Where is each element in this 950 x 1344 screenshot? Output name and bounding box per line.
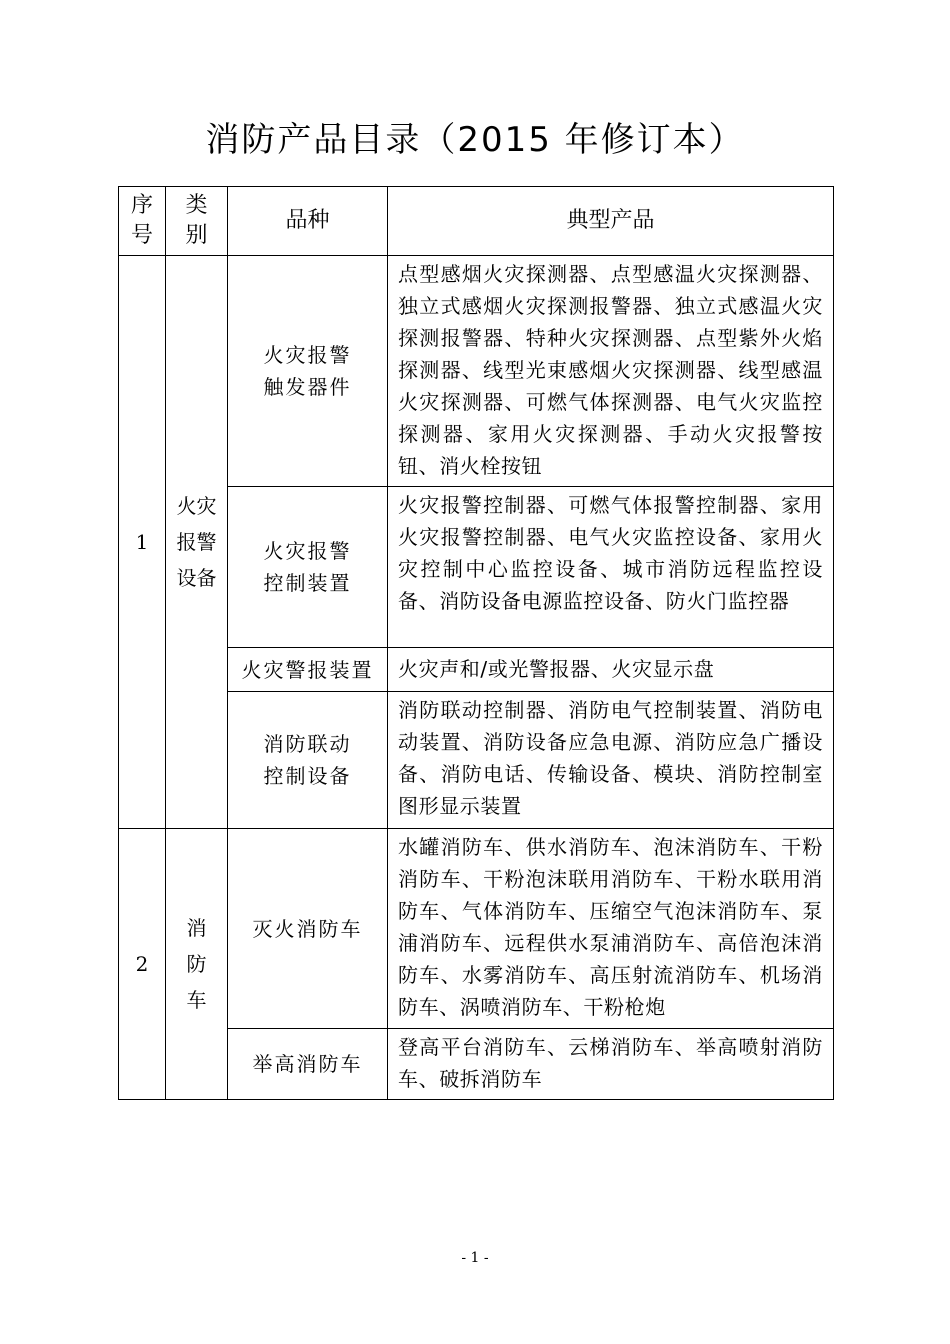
products-cell: 水罐消防车、供水消防车、泡沫消防车、干粉消防车、干粉泡沫联用消防车、干粉水联用消防车、气体消防车、压缩空气泡沫消防车、泵浦消防车、远程供水泵浦消防车、高倍泡沫消防车、水雾消防车、高压射流消防车、机场消防车、涡喷消防车、干粉枪炮 bbox=[388, 829, 834, 1029]
document-title: 消防产品目录（2015 年修订本） bbox=[205, 120, 745, 160]
header-variety: 品种 bbox=[228, 187, 388, 256]
page-number: - 1 - bbox=[461, 1250, 489, 1266]
header-no: 序号 bbox=[119, 187, 166, 256]
group-category: 消防车 bbox=[166, 829, 228, 1100]
table-row bbox=[119, 256, 834, 487]
products-cell: 消防联动控制器、消防电气控制装置、消防电动装置、消防设备应急电源、消防应急广播设备、消防电话、传输设备、模块、消防控制室图形显示装置 bbox=[388, 692, 834, 829]
group-number: 2 bbox=[119, 829, 166, 1100]
products-cell: 火灾报警控制器、可燃气体报警控制器、家用火灾报警控制器、电气火灾监控设备、家用火灾控制中心监控设备、城市消防远程监控设备、消防设备电源监控设备、防火门监控器 bbox=[388, 487, 834, 648]
variety-cell: 消防联动控制设备 bbox=[228, 692, 388, 829]
group-category: 火灾报警设备 bbox=[166, 256, 228, 829]
products-cell: 火灾声和/或光警报器、火灾显示盘 bbox=[388, 648, 834, 692]
variety-cell: 火灾报警控制装置 bbox=[228, 487, 388, 648]
table-row bbox=[119, 829, 834, 1029]
header-products: 典型产品 bbox=[388, 187, 834, 256]
products-cell: 点型感烟火灾探测器、点型感温火灾探测器、独立式感烟火灾探测报警器、独立式感温火灾探测报警器、特种火灾探测器、点型紫外火焰探测器、线型光束感烟火灾探测器、线型感温火灾探测器、可燃气体探测器、电气火灾监控探测器、家用火灾探测器、手动火灾报警按钮、消火栓按钮 bbox=[388, 256, 834, 487]
variety-cell: 举高消防车 bbox=[228, 1029, 388, 1100]
header-category: 类别 bbox=[166, 187, 228, 256]
table-header-row bbox=[119, 187, 834, 256]
product-catalog-table bbox=[118, 186, 834, 1100]
group-number: 1 bbox=[119, 256, 166, 829]
variety-cell: 灭火消防车 bbox=[228, 829, 388, 1029]
variety-cell: 火灾报警触发器件 bbox=[228, 256, 388, 487]
products-cell: 登高平台消防车、云梯消防车、举高喷射消防车、破拆消防车 bbox=[388, 1029, 834, 1100]
variety-cell: 火灾警报装置 bbox=[228, 648, 388, 692]
